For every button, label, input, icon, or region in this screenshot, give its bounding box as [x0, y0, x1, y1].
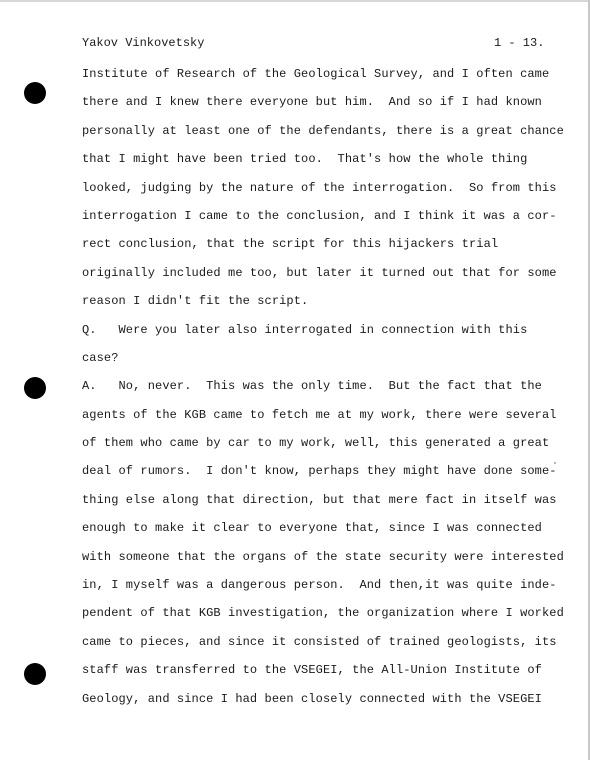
- text-line: reason I didn't fit the script.: [82, 294, 309, 309]
- punch-hole-middle: [24, 377, 46, 399]
- text-line: that I might have been tried too. That's how the whole thing: [82, 152, 528, 167]
- text-line: deal of rumors. I don't know, perhaps they might have done some-: [82, 464, 557, 479]
- text-line: interrogation I came to the conclusion, and I think it was a cor-: [82, 208, 557, 223]
- text-line: enough to make it clear to everyone that, since I was connected: [82, 521, 542, 536]
- punch-hole-bottom: [24, 663, 46, 685]
- text-line: Geology, and since I had been closely connected with the VSEGEI: [82, 691, 542, 706]
- header-author: Yakov Vinkovetsky: [82, 36, 205, 50]
- text-line: of them who came by car to my work, well, this generated a great: [82, 436, 550, 451]
- text-line: case?: [82, 350, 119, 365]
- page-edge-top: [0, 0, 590, 2]
- text-line: rect conclusion, that the script for this hijackers trial: [82, 237, 499, 252]
- text-line: there and I knew there everyone but him. And so if I had known: [82, 95, 542, 110]
- transcript-body: [82, 64, 562, 717]
- text-line: staff was transferred to the VSEGEI, the All-Union Institute of: [82, 663, 542, 678]
- text-line: with someone that the organs of the state security were interested: [82, 549, 564, 564]
- text-line: personally at least one of the defendants, there is a great chance: [82, 123, 564, 138]
- punch-hole-top: [24, 82, 46, 104]
- text-line: came to pieces, and since it consisted of trained geologists, its: [82, 634, 557, 649]
- text-line: Institute of Research of the Geological Survey, and I often came: [82, 67, 550, 81]
- text-line: agents of the KGB came to fetch me at my work, there were several: [82, 407, 557, 422]
- answer-line: A. No, never. This was the only time. But the fact that the: [82, 379, 542, 394]
- text-line: in, I myself was a dangerous person. And then,it was quite inde-: [82, 578, 557, 593]
- header-page-number: 1 - 13.: [494, 36, 545, 50]
- text-line: pendent of that KGB investigation, the organization where I worked: [82, 606, 564, 621]
- text-line: originally included me too, but later it turned out that for some: [82, 265, 557, 280]
- text-line: thing else along that direction, but that mere fact in itself was: [82, 492, 557, 507]
- question-line: Q. Were you later also interrogated in connection with this: [82, 322, 528, 337]
- text-line: looked, judging by the nature of the interrogation. So from this: [82, 180, 557, 195]
